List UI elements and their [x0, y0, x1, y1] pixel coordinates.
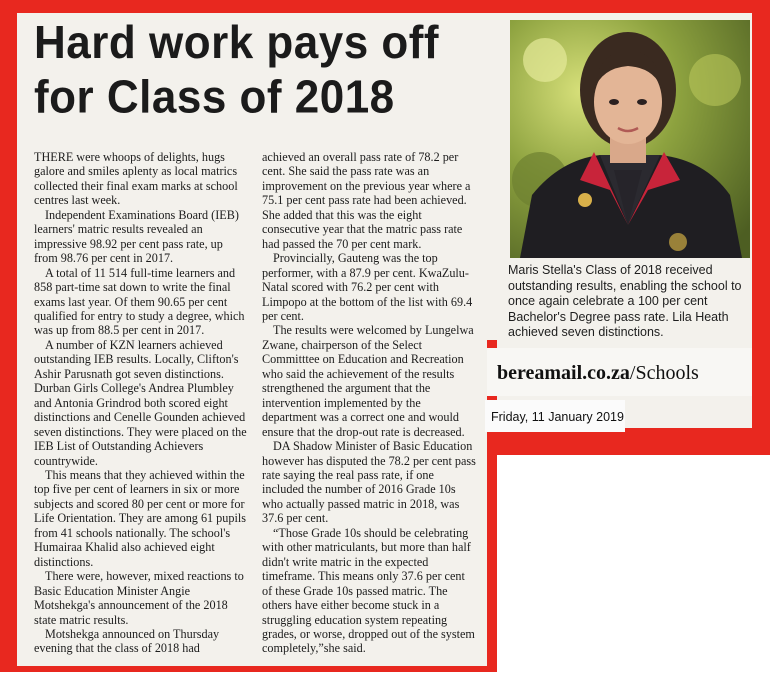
- paragraph: The results were welcomed by Lungelwa Zwane, chairperson of the Select Committtee on Education and Recreation who said the achievement of the results strengthened the argument that the intervention implemented by the department was a correct one and would ensure that the drop-out rate is decreased.: [262, 323, 474, 439]
- red-border-bottom: [0, 666, 500, 672]
- paragraph: A number of KZN learners achieved outstanding IEB results. Locally, Clifton's Ashir Parusnath got seven distinctions. Durban Girls College's Andrea Plumbley and Antonia Grindrod both scored eight distinctions and Cenelle Gounden achieved seven distinctions. They were placed on the IEB List of Outstanding Achievers countrywide.: [34, 337, 247, 468]
- red-border-left: [0, 0, 17, 672]
- headline: Hard work pays off for Class of 2018: [34, 17, 440, 124]
- student-portrait-image: [510, 20, 750, 258]
- paragraph: “Those Grade 10s should be celebrating with other matriculants, but more than half didn't write matric in the expected timeframe. This means only 37.6 per cent of these Grade 10s passed matric. The others have either become stuck in a struggling education system repeating grades, or worse, dropped out of the system completely,”she said.: [262, 525, 475, 656]
- photo-caption: Maris Stella's Class of 2018 received outstanding results, enabling the school to once again celebrate a 100 per cent Bachelor's Degree pass rate. Lila Heath achieved seven distinctions.: [508, 263, 742, 340]
- paragraph: Independent Examinations Board (IEB) learners' matric results revealed an impressive 98.92 per cent pass rate, up from 98.76 per cent in 2017.: [34, 207, 239, 266]
- paragraph: achieved an overall pass rate of 78.2 per cent. She said the pass rate was an improvement on the previous year where a 75.1 per cent pass rate had been achieved. She added that this was the eight consecutive year that the matric pass rate had passed the 70 per cent mark.: [262, 150, 471, 251]
- red-border-right: [752, 0, 770, 455]
- paragraph: There were, however, mixed reactions to Basic Education Minister Angie Motshekga's announcement of the 2018 state matric results.: [34, 569, 244, 627]
- source-url: [497, 362, 699, 385]
- blank-area: [497, 455, 770, 675]
- paragraph: Motshekga announced on Thursday evening that the class of 2018 had: [34, 626, 220, 656]
- paragraph: This means that they achieved within the top five per cent of learners in six or more subjects and scored 80 per cent or more for Life Orientation. They are among 61 pupils from 41 schools nationally. The school's Humairaa Khalid also achieved eight distinctions.: [34, 467, 246, 569]
- paragraph: THERE were whoops of delights, hugs galore and smiles aplenty as local matrics collected their final exam marks at school centres last week.: [34, 150, 238, 208]
- publication-date: Friday, 11 January 2019: [491, 410, 624, 424]
- student-photo: [510, 20, 750, 258]
- site-name: bereamail.co.za: [497, 362, 630, 384]
- paragraph: A total of 11 514 full-time learners and 858 part-time sat down to write the final exams last year. Of them 90.65 per cent qualified for entry to study a degree, which was up from 88.5 per cent in 2017.: [34, 265, 245, 338]
- article-column-2: [262, 150, 478, 656]
- red-band-middle: [487, 428, 770, 455]
- article-column-1: [34, 150, 249, 656]
- red-border-top: [0, 0, 770, 13]
- section-name: /Schools: [629, 362, 699, 384]
- paragraph: Provincially, Gauteng was the top performer, with a 87.9 per cent. KwaZulu-Natal scored with 76.2 per cent with Limpopo at the bottom of the list with 69.4 per cent.: [262, 251, 473, 323]
- paragraph: DA Shadow Minister of Basic Education however has disputed the 78.2 per cent pass rate saying the real pass rate, if one included the number of 2016 Grade 10s who actually passed matric in 2018, was 37.6 per cent.: [262, 439, 476, 526]
